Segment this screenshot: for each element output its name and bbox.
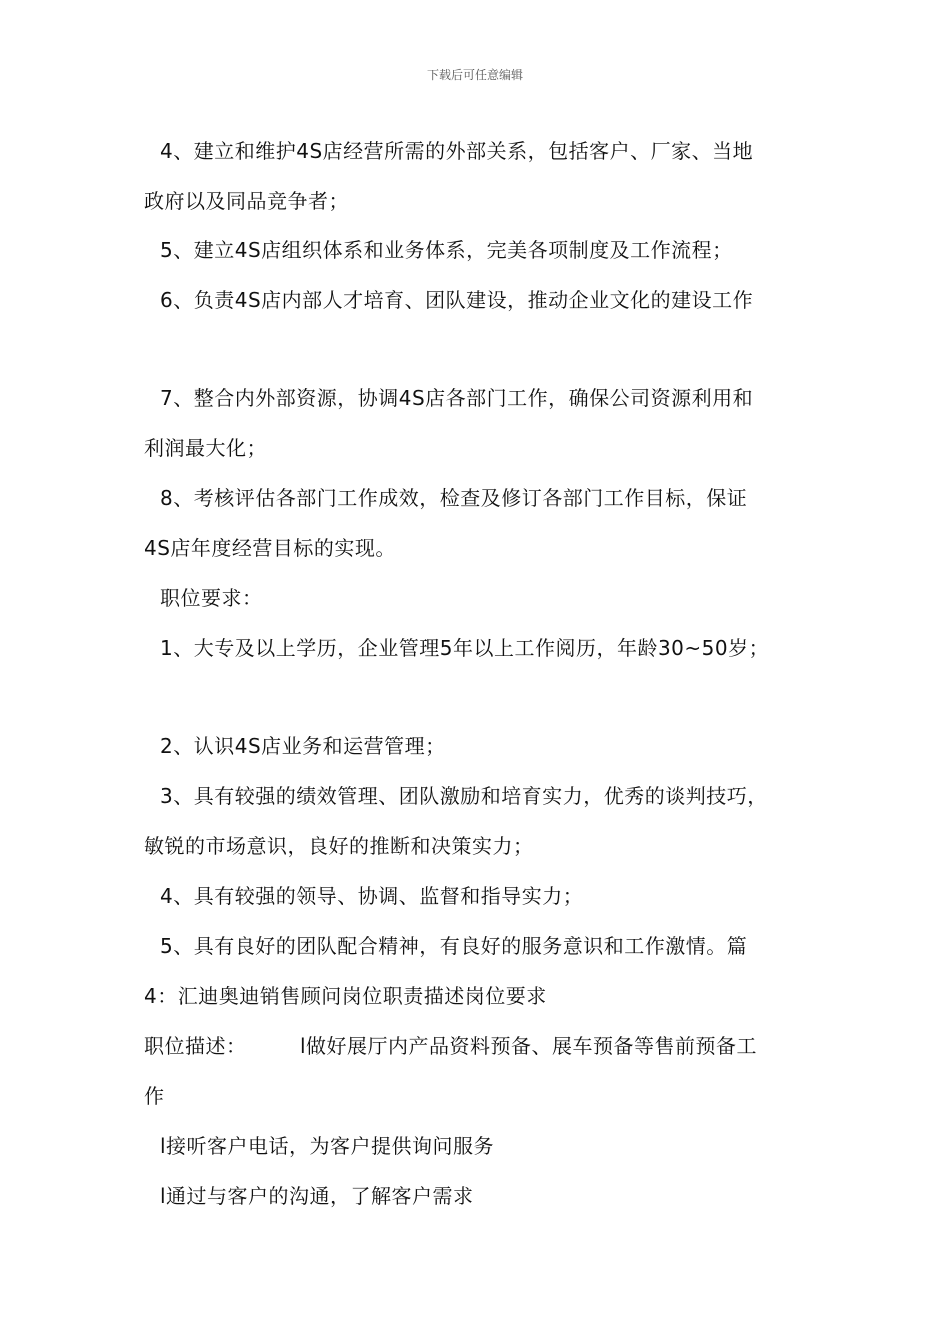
bullet-line: l通过与客户的沟通，了解客户需求 <box>160 1184 474 1208</box>
text-line: 1、大专及以上学历，企业管理5年以上工作阅历，年龄30~50岁； <box>160 636 770 660</box>
bullet-line: l接听客户电话，为客户提供询问服务 <box>160 1134 495 1158</box>
text-line: 4：汇迪奥迪销售顾问岗位职责描述岗位要求 <box>144 984 547 1008</box>
text-line: 7、整合内外部资源，协调4S店各部门工作，确保公司资源利用和 <box>160 386 754 410</box>
text-line: 5、具有良好的团队配合精神，有良好的服务意识和工作激情。篇 <box>160 934 748 958</box>
text-line: 政府以及同品竞争者； <box>144 189 349 213</box>
text-line: 4、具有较强的领导、协调、监督和指导实力； <box>160 884 584 908</box>
job-desc-label: 职位描述： <box>144 1034 247 1058</box>
text-line: 作 <box>144 1084 165 1108</box>
text-line: 4S店年度经营目标的实现。 <box>144 536 396 560</box>
text-line: 4、建立和维护4S店经营所需的外部关系，包括客户、厂家、当地 <box>160 139 754 163</box>
job-desc-line <box>144 1033 757 1059</box>
text-line: 利润最大化； <box>144 436 267 460</box>
section-heading: 职位要求： <box>160 586 263 610</box>
job-desc-text: l做好展厅内产品资料预备、展车预备等售前预备工 <box>300 1034 758 1058</box>
text-line: 3、具有较强的绩效管理、团队激励和培育实力，优秀的谈判技巧， <box>160 784 768 808</box>
page-header: 下载后可任意编辑 <box>426 68 523 82</box>
text-line: 6、负责4S店内部人才培育、团队建设，推动企业文化的建设工作 <box>160 288 754 312</box>
text-line: 8、考核评估各部门工作成效，检查及修订各部门工作目标，保证 <box>160 486 748 510</box>
text-line: 敏锐的市场意识，良好的推断和决策实力； <box>144 834 534 858</box>
text-line: 2、认识4S店业务和运营管理； <box>160 734 446 758</box>
text-line: 5、建立4S店组织体系和业务体系，完美各项制度及工作流程； <box>160 238 733 262</box>
